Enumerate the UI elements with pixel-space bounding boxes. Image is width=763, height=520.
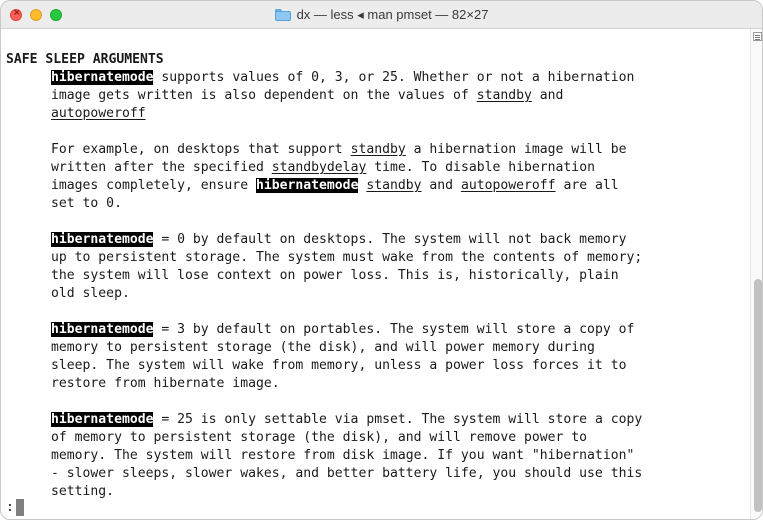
text-line: sleep. The system will wake from memory, unless a power loss forces it to [51, 358, 627, 373]
text-line: For example, on desktops that support standby a hibernation image will be [51, 142, 627, 157]
text-line: up to persistent storage. The system must wake from the contents of memory; [51, 250, 643, 265]
text-line: memory. The system will restore from disk image. If you want "hibernation" [51, 448, 635, 463]
text-line: hibernatemode = 0 by default on desktops. The system will not back memory [51, 232, 627, 247]
underlined-term: standby [350, 142, 406, 157]
text-line [6, 105, 744, 123]
folder-icon [275, 9, 291, 21]
keyword-highlight: hibernatemode [255, 178, 359, 193]
window-title-group [1, 1, 762, 29]
text-line: image gets written is also dependent on the values of standby and [51, 88, 564, 103]
blank-line [6, 393, 744, 411]
scrollbar-thumb[interactable] [754, 279, 762, 512]
text-line: the system will lose context on power loss. This is, historically, plain [51, 268, 619, 283]
title-bar[interactable] [1, 1, 762, 29]
text-line: - slower sleeps, slower wakes, and better battery life, you should use this [51, 466, 643, 481]
blank-line [6, 123, 744, 141]
text-line: of memory to persistent storage (the disk), and will remove power to [51, 430, 588, 445]
keyword-highlight: hibernatemode [51, 70, 154, 85]
section-heading: SAFE SLEEP ARGUMENTS [6, 52, 164, 67]
scroll-lines-icon[interactable] [753, 32, 762, 41]
underlined-term: autopoweroff [460, 178, 556, 193]
blank-line [6, 213, 744, 231]
less-prompt[interactable] [6, 498, 24, 516]
text-line: written after the specified standbydelay time. To disable hibernation [51, 160, 595, 175]
keyword-highlight: hibernatemode [51, 412, 154, 427]
text-line: memory to persistent storage (the disk), and will power memory during [51, 340, 595, 355]
text-cursor [16, 499, 24, 516]
underlined-term: standby [476, 88, 532, 103]
keyword-highlight: hibernatemode [51, 322, 154, 337]
vertical-scrollbar[interactable] [750, 29, 763, 520]
text-line: restore from hibernate image. [51, 376, 280, 391]
underlined-term: standby [366, 178, 422, 193]
close-icon: × [13, 8, 21, 18]
text-line: hibernatemode supports values of 0, 3, or 25. Whether or not a hibernation [51, 70, 635, 85]
underlined-term: autopoweroff [51, 106, 146, 121]
underlined-term: standbydelay [271, 160, 367, 175]
text-line: old sleep. [51, 286, 130, 301]
keyword-highlight: hibernatemode [51, 232, 154, 247]
text-line: images completely, ensure hibernatemode standby and autopoweroff are all [51, 178, 619, 193]
text-line: set to 0. [51, 196, 122, 211]
blank-line [6, 303, 744, 321]
text-line: setting. [51, 484, 115, 499]
text-line: hibernatemode = 25 is only settable via pmset. The system will store a copy [51, 412, 643, 427]
terminal-content[interactable] [6, 51, 744, 501]
window-title: dx — less ◂ man pmset — 82×27 [296, 7, 489, 22]
text-line: hibernatemode = 3 by default on portables. The system will store a copy of [51, 322, 635, 337]
prompt-colon: : [6, 499, 14, 515]
